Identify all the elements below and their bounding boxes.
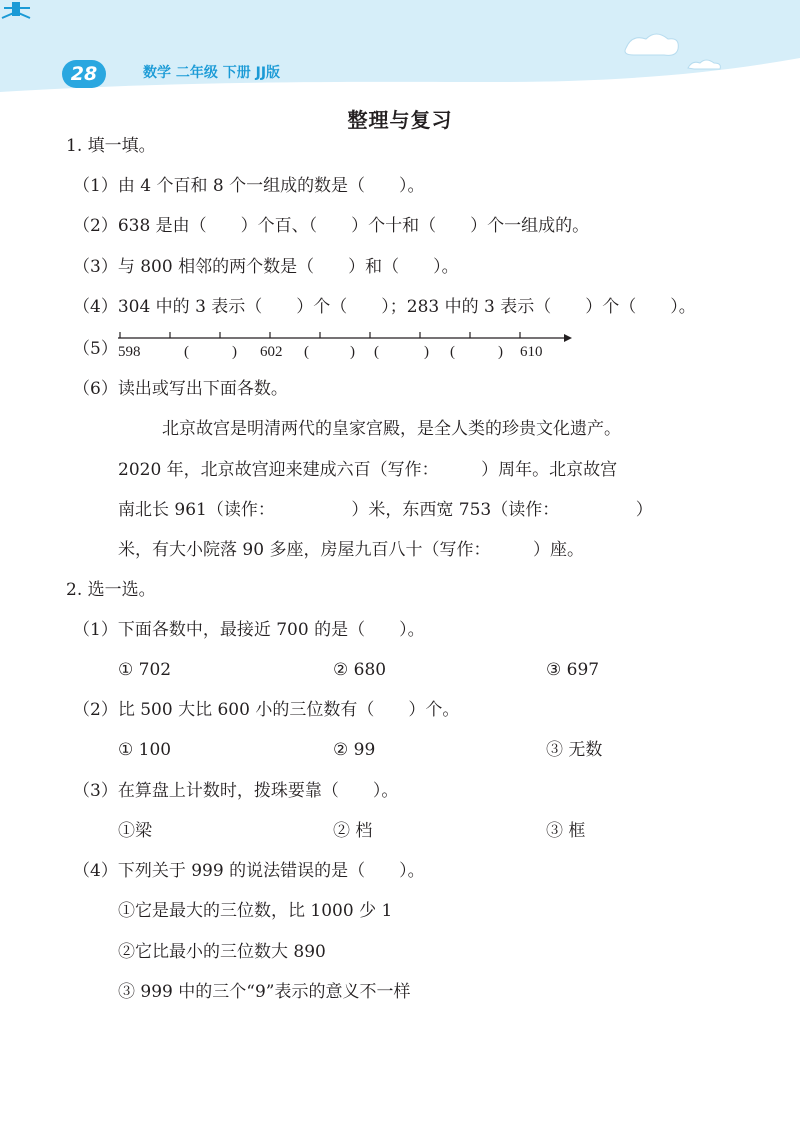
question-2-1: （1）下面各数中，最接近 700 的是（ ）。 (73, 620, 425, 640)
series-label: 数学 二年级 下册 JJ版 (143, 65, 281, 81)
paragraph-line-3: 南北长 961（读作： ）米，东西宽 753（读作： ） (118, 500, 653, 520)
paragraph-line-2: 2020 年，北京故宫迎来建成六百（写作： ）周年。北京故宫 (118, 460, 618, 480)
header-banner (0, 0, 800, 92)
number-line-label: 610 (520, 344, 543, 360)
option-2-3-c: ③ 框 (546, 821, 586, 841)
number-line-label: 602 (260, 344, 283, 360)
book-logo-icon (0, 0, 34, 22)
section2-heading: 2. 选一选。 (66, 580, 156, 600)
number-line-label: 598 (118, 344, 141, 360)
option-2-1-a: ① 702 (118, 660, 172, 680)
option-2-2-c: ③ 无数 (546, 740, 603, 760)
question-1-6-label: （6）读出或写出下面各数。 (73, 379, 288, 399)
number-line-label: ( (304, 344, 309, 360)
option-2-2-b: ② 99 (333, 740, 376, 760)
option-2-3-b: ② 档 (333, 821, 373, 841)
number-line-label: ) (498, 344, 503, 360)
question-1-2: （2）638 是由（ ）个百、（ ）个十和（ ）个一组成的。 (73, 216, 590, 236)
question-2-2: （2）比 500 大比 600 小的三位数有（ ）个。 (73, 700, 460, 720)
option-2-1-b: ② 680 (333, 660, 387, 680)
number-line-label: ( (374, 344, 379, 360)
question-2-4: （4）下列关于 999 的说法错误的是（ ）。 (73, 861, 425, 881)
number-line-arrow-icon (564, 334, 572, 342)
question-1-1: （1）由 4 个百和 8 个一组成的数是（ ）。 (73, 176, 425, 196)
section1-heading: 1. 填一填。 (66, 136, 156, 156)
option-2-4-a: ①它是最大的三位数，比 1000 少 1 (118, 901, 393, 921)
option-2-4-c: ③ 999 中的三个“9”表示的意义不一样 (118, 982, 411, 1002)
number-line-label: ) (424, 344, 429, 360)
option-2-3-a: ①梁 (118, 821, 152, 841)
page-number-badge: 28 (62, 60, 106, 88)
number-line-label: ( (184, 344, 189, 360)
option-2-2-a: ① 100 (118, 740, 172, 760)
number-line-label: ( (450, 344, 455, 360)
page-title: 整理与复习 (347, 108, 453, 132)
option-2-1-c: ③ 697 (546, 660, 600, 680)
number-line-label: ) (350, 344, 355, 360)
paragraph-line-1: 北京故宫是明清两代的皇家宫殿，是全人类的珍贵文化遗产。 (162, 419, 621, 439)
option-2-4-b: ②它比最小的三位数大 890 (118, 942, 326, 962)
number-line (112, 330, 574, 364)
question-1-5-label: （5） (73, 339, 118, 359)
question-1-3: （3）与 800 相邻的两个数是（ ）和（ ）。 (73, 257, 459, 277)
question-2-3: （3）在算盘上计数时，拨珠要靠（ ）。 (73, 781, 399, 801)
paragraph-line-4: 米，有大小院落 90 多座，房屋九百八十（写作： ）座。 (118, 540, 584, 560)
banner-wave-background (0, 0, 800, 92)
number-line-label: ) (232, 344, 237, 360)
question-1-4: （4）304 中的 3 表示（ ）个（ ）；283 中的 3 表示（ ）个（ ）。 (73, 297, 696, 317)
